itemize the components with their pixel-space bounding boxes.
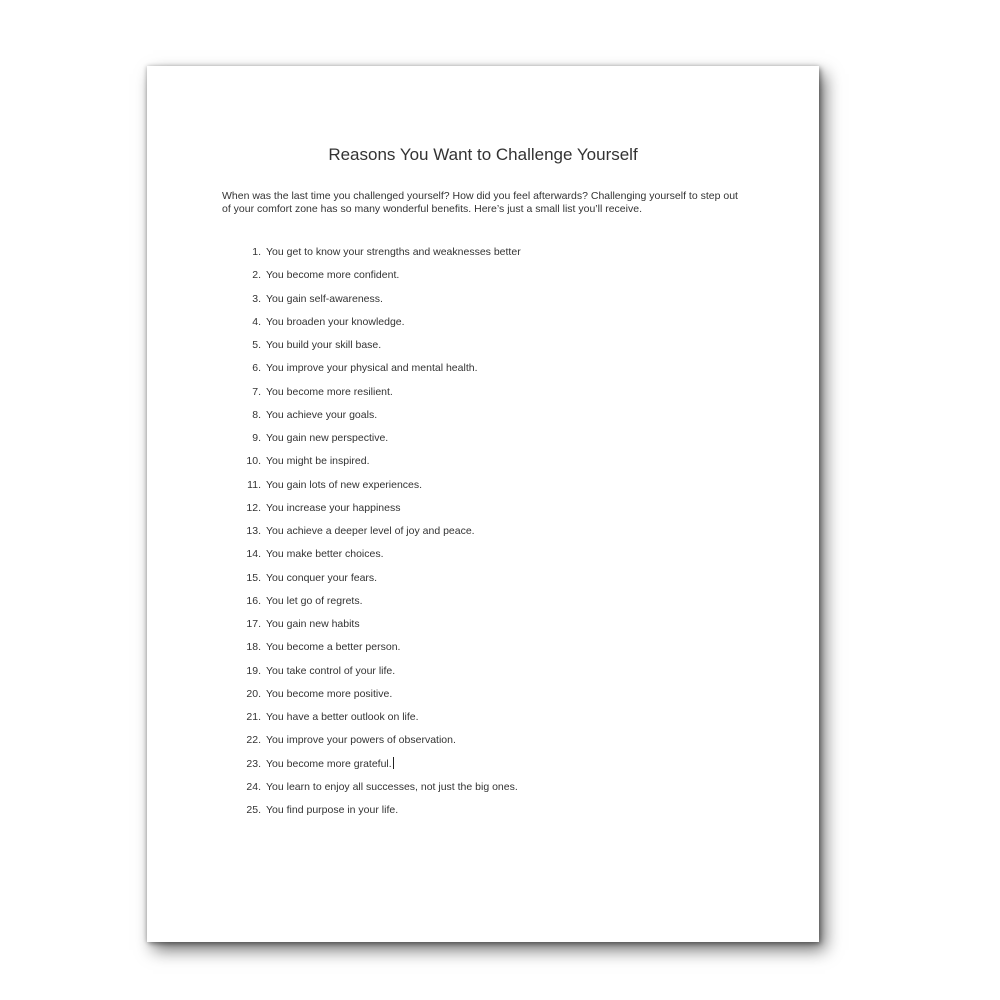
list-item (240, 617, 521, 640)
item-text: You build your skill base. (266, 339, 382, 351)
item-text: You improve your physical and mental health. (266, 362, 478, 375)
item-number: 1. (252, 246, 261, 258)
item-text: You broaden your knowledge. (266, 315, 405, 328)
document-title: Reasons You Want to Challenge Yourself (328, 145, 638, 164)
list-item (240, 385, 521, 408)
item-number: 22. (246, 734, 261, 747)
item-number: 6. (252, 362, 261, 375)
item-text: You gain new perspective. (266, 432, 389, 444)
list-item (240, 245, 521, 268)
list-item (240, 361, 521, 384)
item-number: 8. (252, 408, 261, 421)
item-number: 3. (252, 292, 261, 305)
list-item (240, 710, 521, 733)
item-text: You gain lots of new experiences. (266, 478, 423, 491)
item-number: 12. (246, 501, 261, 514)
item-number: 2. (252, 269, 261, 282)
item-number: 11. (247, 478, 261, 491)
list-item (240, 454, 521, 477)
item-text: You have a better outlook on life. (266, 711, 419, 723)
item-number: 9. (252, 432, 261, 444)
item-text: You achieve a deeper level of joy and peace. (266, 525, 475, 537)
item-text: You might be inspired. (266, 455, 370, 468)
item-text: You become a better person. (266, 641, 401, 654)
item-number: 18. (246, 641, 261, 654)
item-number: 7. (252, 385, 261, 398)
item-text: You conquer your fears. (266, 571, 378, 584)
item-text: You find purpose in your life. (266, 804, 399, 816)
item-number: 17. (246, 618, 261, 630)
list-item (240, 594, 521, 617)
text-cursor (393, 757, 394, 769)
item-text: You take control of your life. (266, 664, 396, 677)
list-item (240, 501, 521, 524)
item-number: 25. (246, 804, 261, 816)
item-number: 10. (246, 455, 261, 468)
item-text: You improve your powers of observation. (266, 734, 456, 747)
item-number: 15. (246, 571, 261, 584)
list-item (240, 547, 521, 570)
list-item (240, 268, 521, 291)
item-number: 19. (246, 664, 261, 677)
list-item (240, 571, 521, 594)
item-number: 20. (246, 687, 261, 700)
list-item (240, 664, 521, 687)
item-text: You get to know your strengths and weaknesses better (266, 246, 521, 258)
list-item (240, 733, 521, 756)
list-item (240, 478, 521, 501)
item-number: 4. (252, 315, 261, 328)
item-number: 21. (246, 711, 261, 723)
item-text: You gain new habits (266, 618, 360, 630)
item-text: You learn to enjoy all successes, not just the big ones. (266, 780, 518, 793)
item-text: You gain self-awareness. (266, 292, 383, 305)
item-text: You achieve your goals. (266, 408, 378, 421)
list-item (240, 315, 521, 338)
item-number: 23. (246, 757, 261, 770)
item-number: 24. (246, 780, 261, 793)
item-text: You make better choices. (266, 548, 384, 561)
item-text: You become more grateful. (266, 757, 392, 770)
list-item (240, 687, 521, 710)
document-page (147, 66, 819, 942)
list-item (240, 780, 521, 803)
item-number: 14. (246, 548, 261, 561)
item-text: You become more resilient. (266, 385, 393, 398)
item-number: 5. (252, 339, 261, 351)
list-item (240, 757, 521, 780)
list-item (240, 292, 521, 315)
intro-paragraph: When was the last time you challenged yourself? How did you feel afterwards? Challenging yourself to step out of your comfort zone has so many wonderful benefits. Here’s just a small list you’ll receive. (222, 190, 738, 215)
list-item (240, 640, 521, 663)
item-text: You become more confident. (266, 269, 400, 282)
reasons-list (240, 245, 521, 826)
item-text: You increase your happiness (266, 501, 401, 514)
list-item (240, 338, 521, 361)
item-number: 13. (246, 525, 261, 537)
item-text: You let go of regrets. (266, 594, 363, 607)
item-number: 16. (246, 594, 261, 607)
list-item (240, 803, 521, 826)
list-item (240, 524, 521, 547)
item-text: You become more positive. (266, 687, 393, 700)
list-item (240, 431, 521, 454)
list-item (240, 408, 521, 431)
